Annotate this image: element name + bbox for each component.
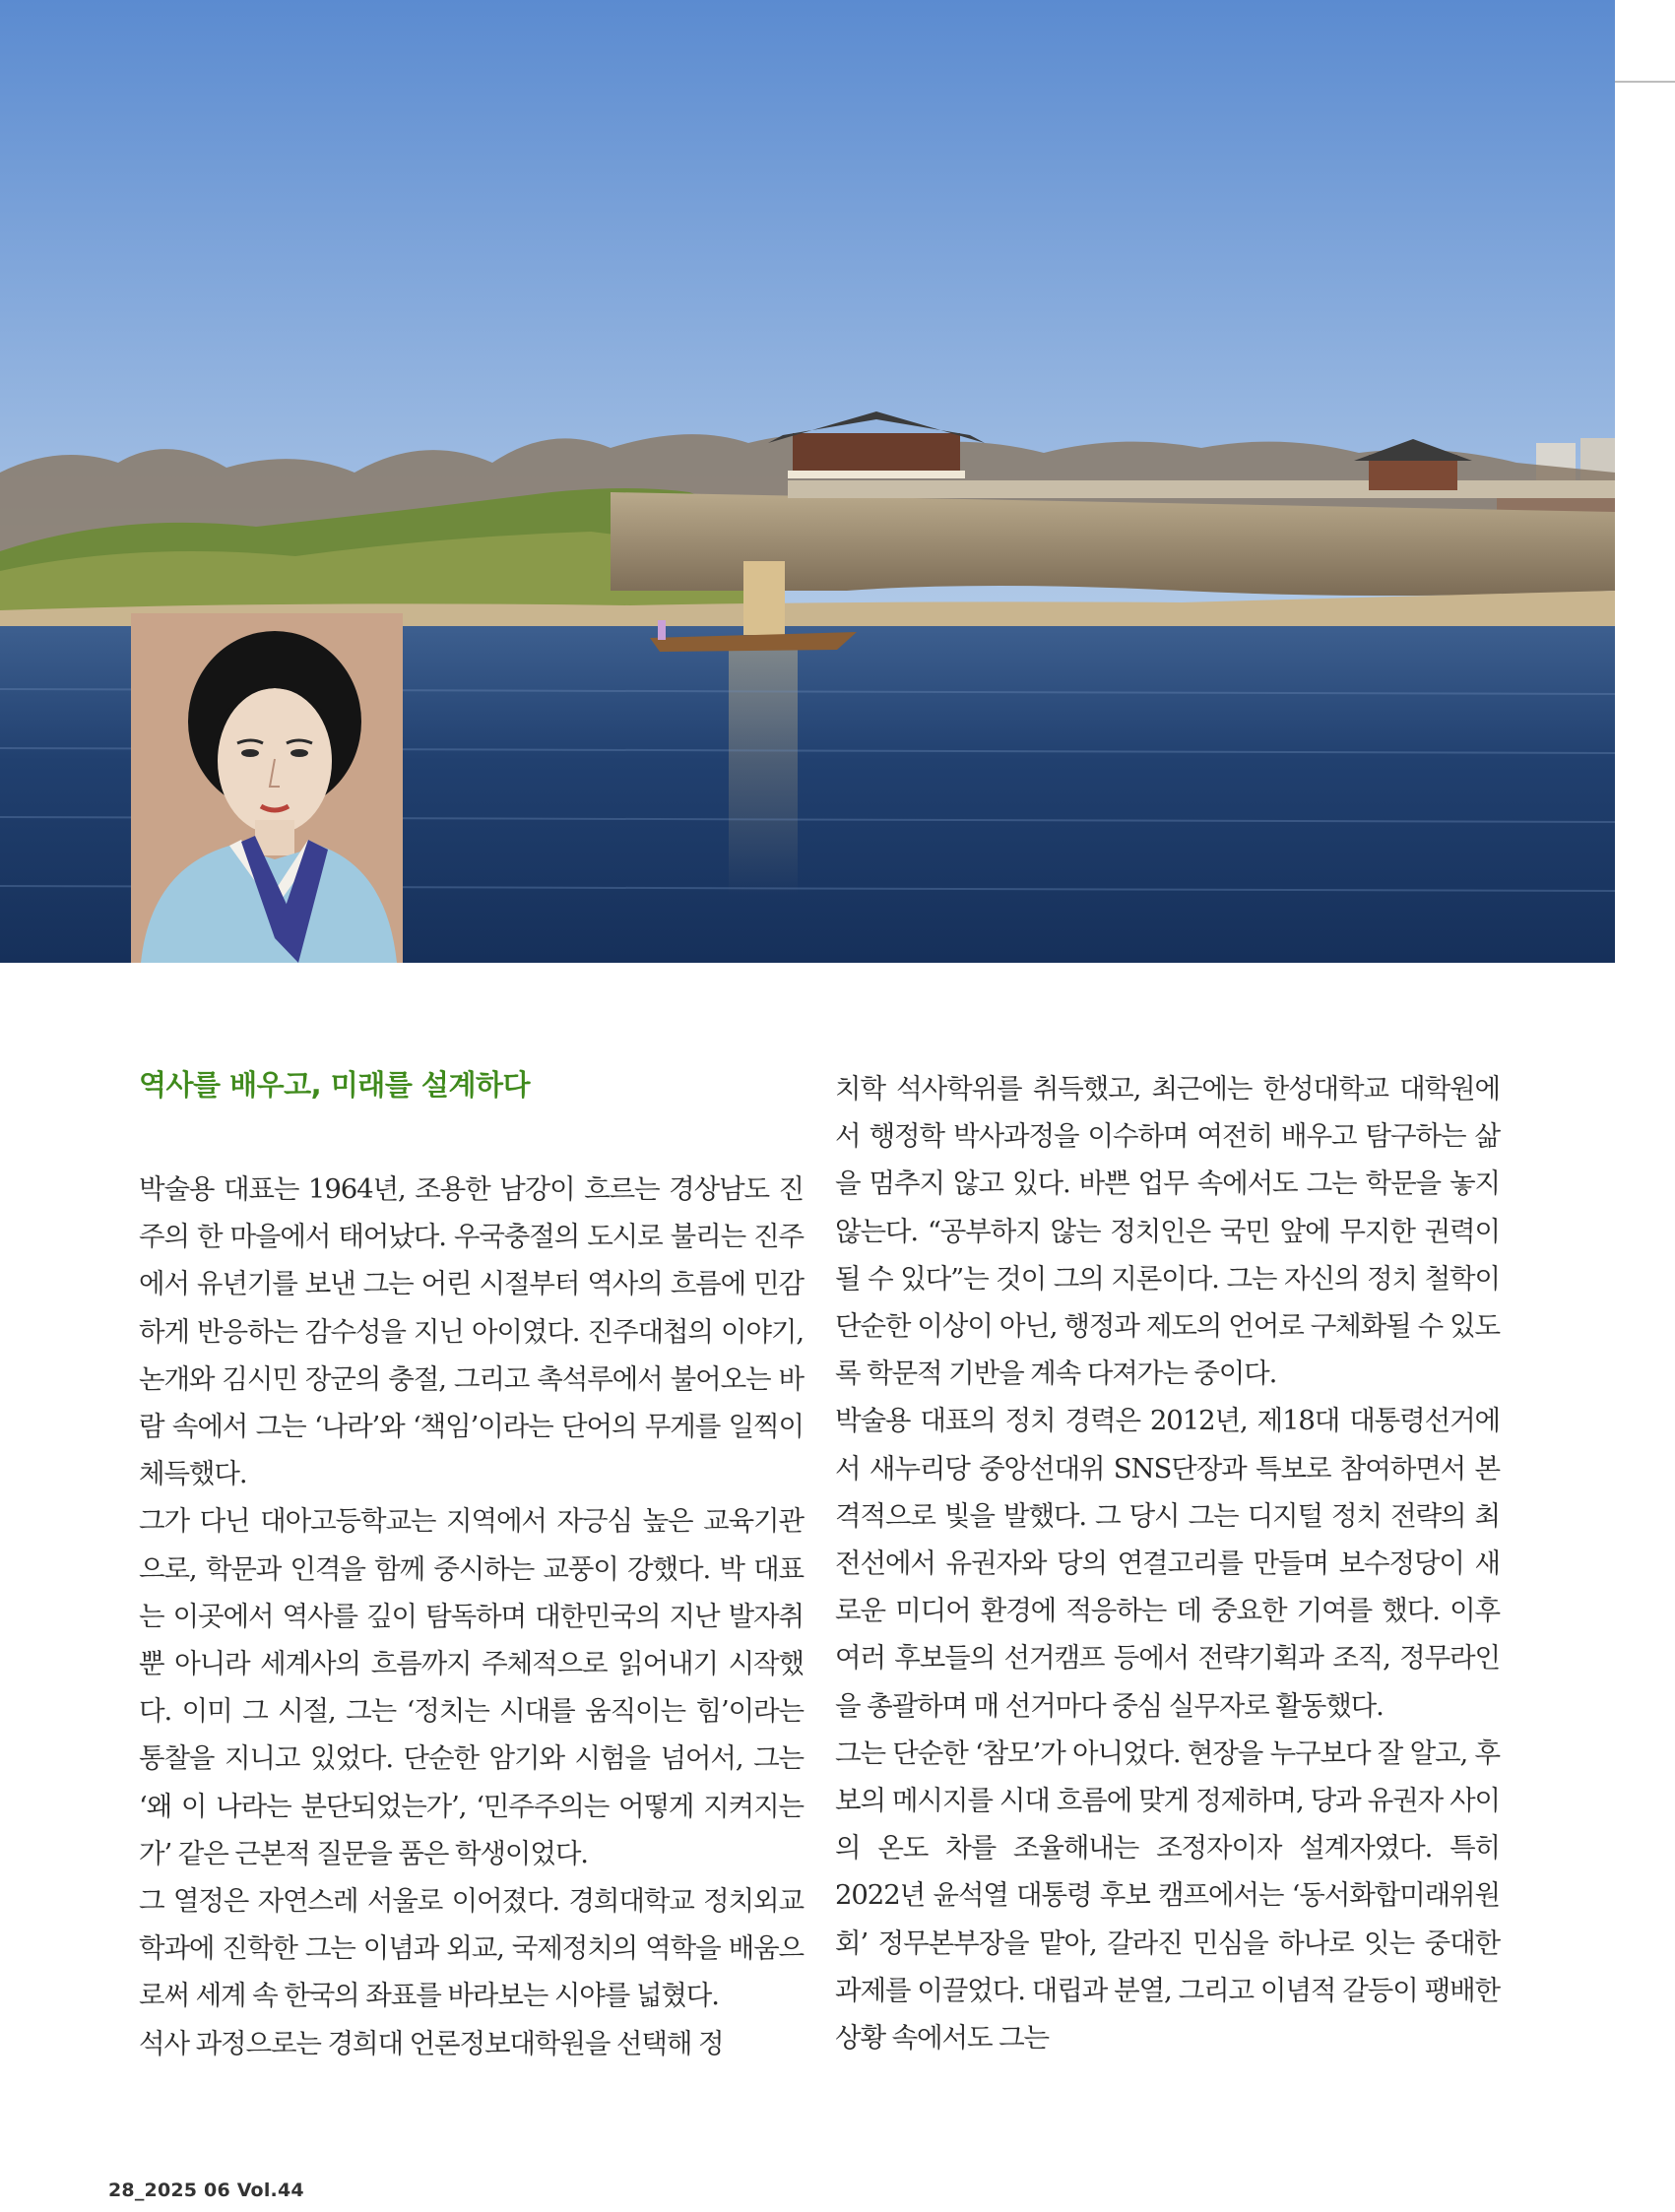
body-paragraph: 치학 석사학위를 취득했고, 최근에는 한성대학교 대학원에서 행정학 박사과정을 이수하며 여전히 배우고 탐구하는 삶을 멈추지 않고 있다. 바쁜 업무 속에서도 그는 학문을 놓지 않는다. “공부하지 않는 정치인은 국민 앞에 무지한 권력이 될 수 있다”는 것이 그의 지론이다. 그는 자신의 정치 철학이 단순한 이상이 아닌, 행정과 제도의 언어로 구체화될 수 있도록 학문적 기반을 계속 다져가는 중이다. xyxy=(835,1073,1500,1390)
top-rule xyxy=(1615,81,1675,83)
text-column-right xyxy=(835,1065,1500,2061)
body-paragraph: 박술용 대표의 정치 경력은 2012년, 제18대 대통령선거에서 새누리당 중앙선대위 SNS단장과 특보로 참여하면서 본격적으로 빛을 발했다. 그 당시 그는 디지털 정치 전략의 최전선에서 유권자와 당의 연결고리를 만들며 보수정당이 새로운 미디어 환경에 적응하는 데 중요한 기여를 했다. 이후 여러 후보들의 선거캠프 등에서 전략기획과 조직, 정무라인을 총괄하며 매 선거마다 중심 실무자로 활동했다. xyxy=(835,1405,1500,1722)
text-column-left xyxy=(139,1065,804,2067)
section-heading: 역사를 배우고, 미래를 설계하다 xyxy=(139,1068,530,1102)
portrait-photo xyxy=(131,613,403,963)
page-number: 28 xyxy=(108,2180,135,2201)
body-paragraph: 박술용 대표는 1964년, 조용한 남강이 흐르는 경상남도 진주의 한 마을에서 태어났다. 우국충절의 도시로 불리는 진주에서 유년기를 보낸 그는 어린 시절부터 역사의 흐름에 민감하게 반응하는 감수성을 지닌 아이였다. 진주대첩의 이야기, 논개와 김시민 장군의 충절, 그리고 촉석루에서 불어오는 바람 속에서 그는 ‘나라’와 ‘책임’이라는 단어의 무게를 일찍이 체득했다. xyxy=(139,1173,804,1490)
body-paragraph: 그 열정은 자연스레 서울로 이어졌다. 경희대학교 정치외교학과에 진학한 그는 이념과 외교, 국제정치의 역학을 배움으로써 세계 속 한국의 좌표를 바라보는 시야를 넓혔다. xyxy=(139,1885,804,2012)
body-paragraph: 석사 과정으로는 경희대 언론정보대학원을 선택해 정 xyxy=(139,2027,724,2059)
issue-info: _2025 06 Vol.44 xyxy=(134,2180,304,2201)
body-paragraph: 그는 단순한 ‘참모’가 아니었다. 현장을 누구보다 잘 알고, 후보의 메시지를 시대 흐름에 맞게 정제하며, 당과 유권자 사이의 온도 차를 조율해내는 조정자이자 설계자였다. 특히 2022년 윤석열 대통령 후보 캠프에서는 ‘동서화합미래위원회’ 정무본부장을 맡아, 갈라진 민심을 하나로 잇는 중대한 과제를 이끌었다. 대립과 분열, 그리고 이념적 갈등이 팽배한 상황 속에서도 그는 xyxy=(835,1737,1500,2054)
body-paragraph: 그가 다닌 대아고등학교는 지역에서 자긍심 높은 교육기관으로, 학문과 인격을 함께 중시하는 교풍이 강했다. 박 대표는 이곳에서 역사를 깊이 탐독하며 대한민국의 지난 발자취뿐 아니라 세계사의 흐름까지 주체적으로 읽어내기 시작했다. 이미 그 시절, 그는 ‘정치는 시대를 움직이는 힘’이라는 통찰을 지니고 있었다. 단순한 암기와 시험을 넘어서, 그는 ‘왜 이 나라는 분단되었는가’, ‘민주주의는 어떻게 지켜지는가’ 같은 근본적 질문을 품은 학생이었다. xyxy=(139,1505,804,1869)
page-footer xyxy=(108,2180,304,2201)
